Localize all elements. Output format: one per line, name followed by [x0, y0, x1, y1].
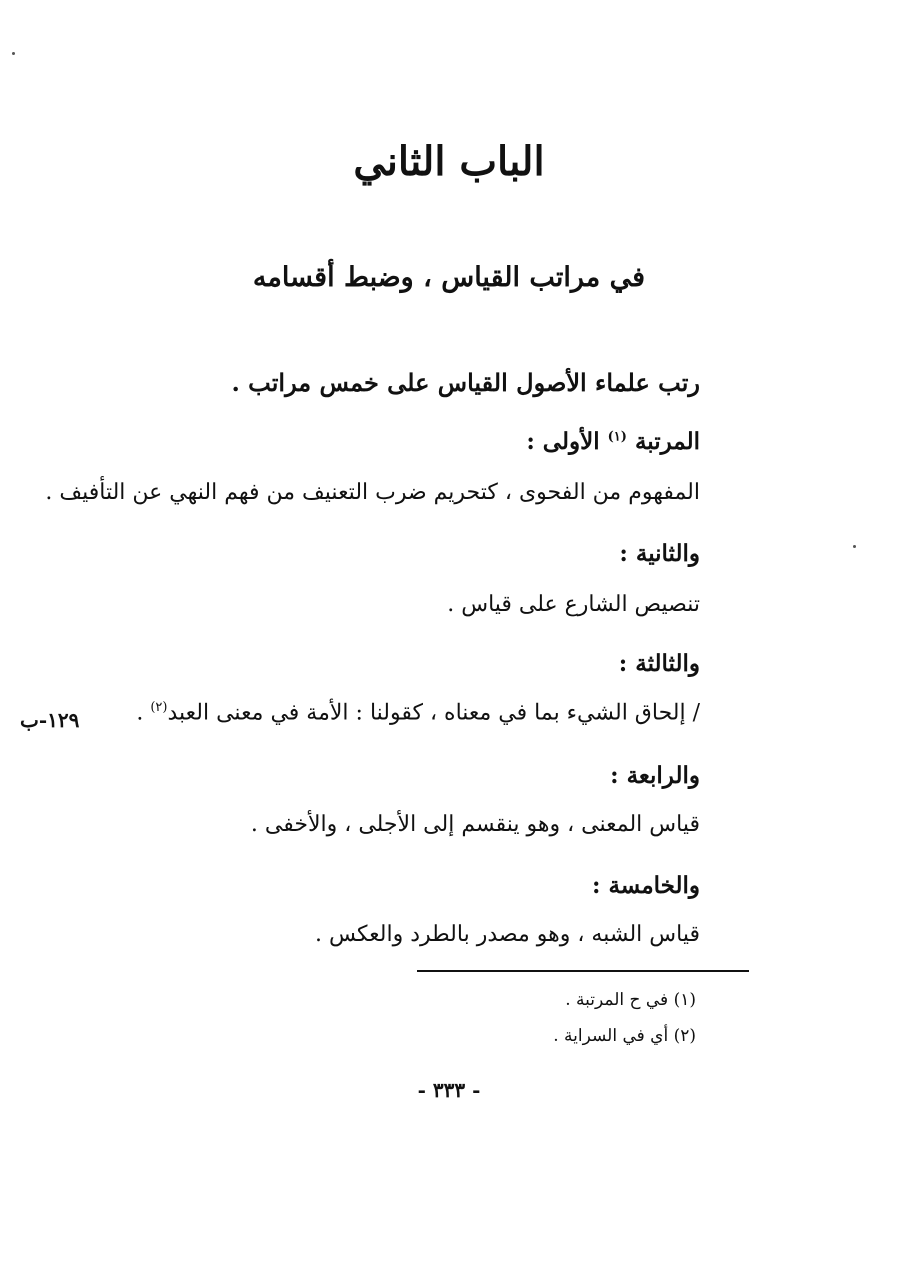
margin-folio-note: ١٢٩-ب	[20, 708, 80, 732]
rank-third-text-end: .	[136, 700, 151, 726]
rank-third-text	[100, 700, 700, 725]
chapter-subtitle: في مراتب القياس ، وضبط أقسامه	[252, 262, 646, 293]
page-number: - ٣٣٣ -	[417, 1078, 481, 1102]
footnote-1: (١) في ح المرتبة .	[565, 990, 696, 1010]
rank-first-heading	[100, 428, 700, 455]
scan-speck	[12, 52, 15, 55]
rank-first-text: المفهوم من الفحوى ، كتحريم ضرب التعنيف من فهم النهي عن التأفيف .	[45, 480, 700, 505]
rank-fifth-text: قياس الشبه ، وهو مصدر بالطرد والعكس .	[314, 922, 700, 947]
rank-second-text: تنصيص الشارع على قياس .	[447, 592, 700, 617]
footnote-marker-1: (١)	[607, 429, 627, 445]
chapter-title: الباب الثاني	[353, 138, 545, 185]
footnote-divider	[417, 970, 749, 972]
footnote-2: (٢) أي في السراية .	[553, 1026, 696, 1046]
rank-first-heading-ordinal: الأولى :	[526, 428, 600, 455]
scan-speck	[853, 545, 856, 548]
rank-second-heading: والثانية :	[619, 540, 700, 567]
rank-fifth-heading: والخامسة :	[591, 872, 700, 899]
rank-fourth-heading: والرابعة :	[610, 762, 700, 789]
rank-fourth-text: قياس المعنى ، وهو ينقسم إلى الأجلى ، والأخفى .	[250, 812, 700, 837]
rank-third-heading: والثالثة :	[618, 650, 700, 677]
rank-first-heading-word: المرتبة	[634, 428, 700, 455]
footnote-marker-2: (٢)	[150, 700, 168, 715]
intro-paragraph: رتب علماء الأصول القياس على خمس مراتب .	[231, 368, 700, 397]
rank-third-text-main: / إلحاق الشيء بما في معناه ، كقولنا : الأمة في معنى العبد	[167, 700, 700, 726]
